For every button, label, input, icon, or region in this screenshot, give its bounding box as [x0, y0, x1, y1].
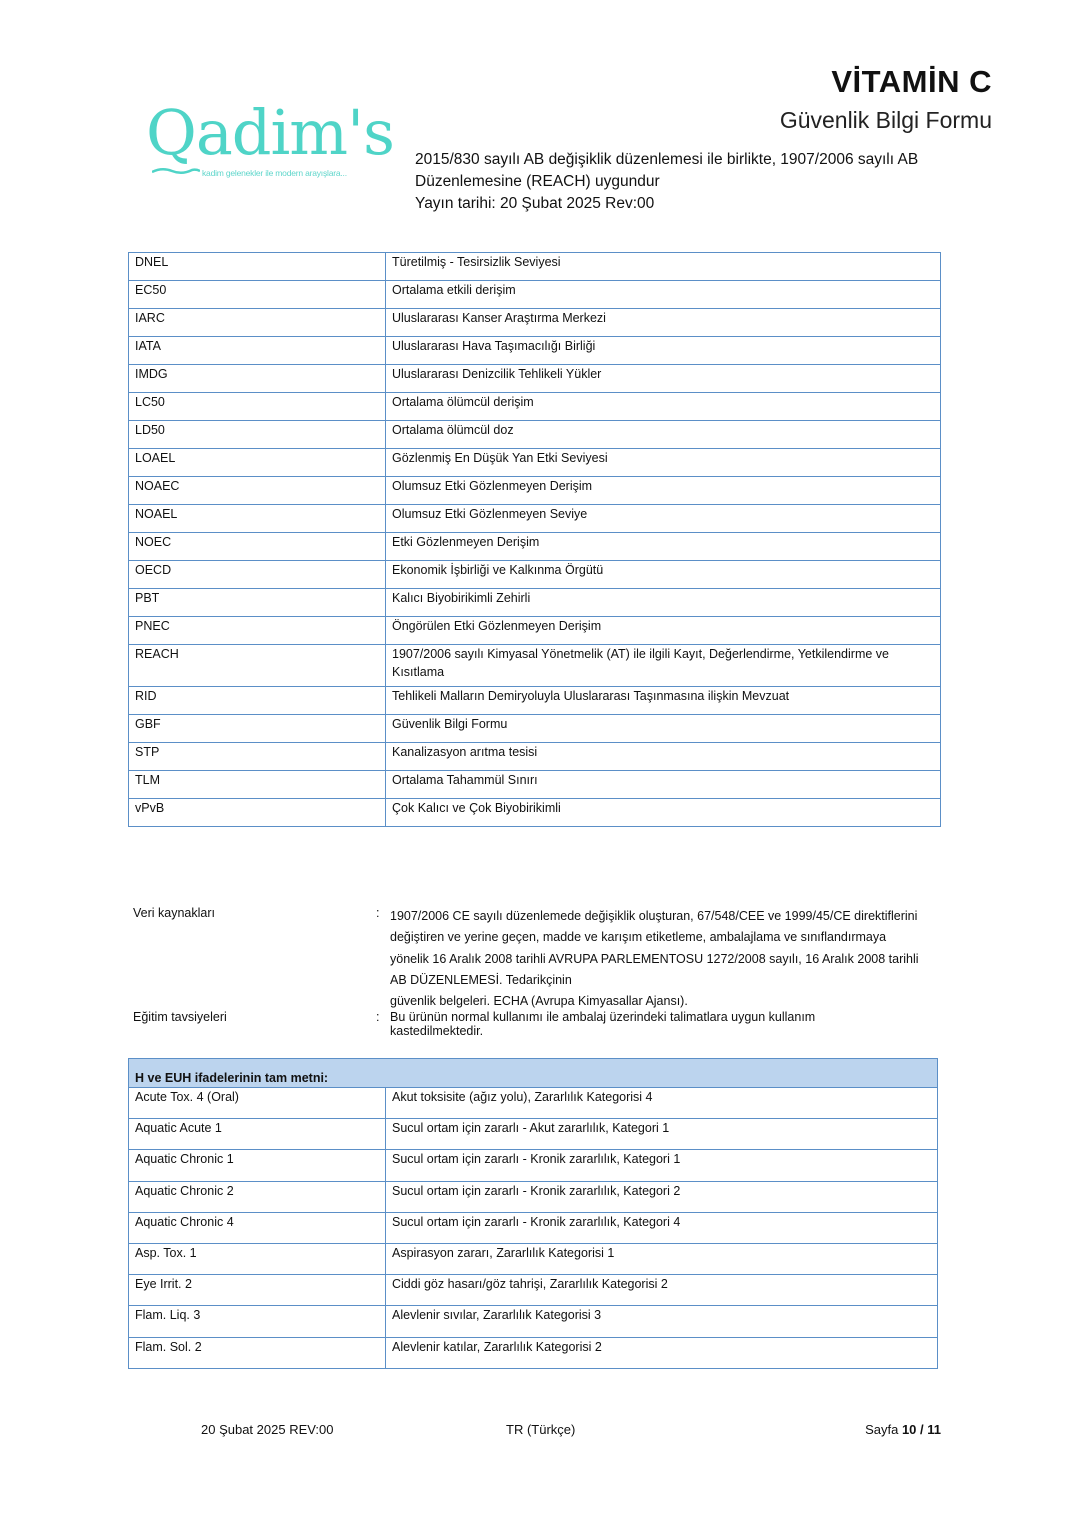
table-row [129, 1150, 938, 1181]
hazard-text-cell: Alevlenir sıvılar, Zararlılık Kategorisi 3 [386, 1306, 938, 1337]
hazard-code-cell: Asp. Tox. 1 [129, 1243, 386, 1274]
table-row [129, 281, 941, 309]
table-row [129, 1306, 938, 1337]
meaning-cell: Kalıcı Biyobirikimli Zehirli [386, 589, 941, 617]
abbr-cell: REACH [129, 645, 386, 687]
table-row [129, 533, 941, 561]
table-row [129, 505, 941, 533]
meaning-cell: Olumsuz Etki Gözlenmeyen Derişim [386, 477, 941, 505]
data-sources-text [390, 906, 935, 1012]
regulation-line-2: Düzenlemesine (REACH) uygundur [415, 173, 660, 190]
abbr-cell: NOEC [129, 533, 386, 561]
abbr-cell: PNEC [129, 617, 386, 645]
hazard-text-cell: Aspirasyon zararı, Zararlılık Kategorisi 1 [386, 1243, 938, 1274]
abbr-cell: NOAEL [129, 505, 386, 533]
table-row [129, 561, 941, 589]
hazard-text-cell: Sucul ortam için zararlı - Kronik zararlılık, Kategori 2 [386, 1181, 938, 1212]
meaning-cell: Ortalama Tahammül Sınırı [386, 771, 941, 799]
training-label: Eğitim tavsiyeleri [133, 1010, 227, 1024]
abbr-cell: LD50 [129, 421, 386, 449]
company-logo [146, 96, 394, 184]
abbr-cell: IMDG [129, 365, 386, 393]
text-line: değiştiren ve yerine geçen, madde ve karışım etiketleme, ambalajlama ve sınıflandırmaya [390, 930, 887, 945]
footer-date-revision: 20 Şubat 2025 REV:00 [201, 1422, 334, 1437]
table-row [129, 365, 941, 393]
table-row [129, 1337, 938, 1368]
table-row [129, 1119, 938, 1150]
hazard-text-cell: Sucul ortam için zararlı - Akut zararlılık, Kategori 1 [386, 1119, 938, 1150]
publish-date-line: Yayın tarihi: 20 Şubat 2025 Rev:00 [415, 195, 655, 212]
table-row [129, 589, 941, 617]
abbr-cell: EC50 [129, 281, 386, 309]
text-line: yönelik 16 Aralık 2008 tarihli AVRUPA PARLEMENTOSU 1272/2008 sayılı, 16 Aralık 2008 tarihli [390, 951, 919, 966]
logo-wordmark: Qadim's [146, 96, 394, 169]
abbr-cell: PBT [129, 589, 386, 617]
meaning-cell: Uluslararası Hava Taşımacılığı Birliği [386, 337, 941, 365]
hazard-statements-table [128, 1058, 938, 1369]
table-row [129, 1243, 938, 1274]
meaning-cell: Çok Kalıcı ve Çok Biyobirikimli [386, 799, 941, 827]
table-row [129, 1212, 938, 1243]
abbr-cell: GBF [129, 715, 386, 743]
hazard-code-cell: Aquatic Chronic 4 [129, 1212, 386, 1243]
page-prefix: Sayfa [865, 1422, 899, 1437]
table-row [129, 617, 941, 645]
abbr-cell: OECD [129, 561, 386, 589]
page-total: 11 [927, 1422, 941, 1437]
product-title: VİTAMİN C [831, 64, 992, 99]
table-row [129, 309, 941, 337]
separator-colon: : [376, 906, 380, 920]
table-row [129, 715, 941, 743]
table-row [129, 393, 941, 421]
hazard-text-cell: Sucul ortam için zararlı - Kronik zararlılık, Kategori 4 [386, 1212, 938, 1243]
abbr-cell: IARC [129, 309, 386, 337]
text-line: Bu ürünün normal kullanımı ile ambalaj üzerindeki talimatlara uygun kullanım [390, 1010, 816, 1024]
table-header: H ve EUH ifadelerinin tam metni: [129, 1059, 938, 1088]
abbr-cell: TLM [129, 771, 386, 799]
footer-page-number [865, 1422, 941, 1437]
abbr-cell: LOAEL [129, 449, 386, 477]
abbr-cell: RID [129, 687, 386, 715]
page-current: 10 [901, 1422, 917, 1437]
text-line: güvenlik belgeleri. ECHA (Avrupa Kimyasallar Ajansı). [390, 994, 688, 1009]
table-row [129, 687, 941, 715]
table-row [129, 799, 941, 827]
meaning-cell: Güvenlik Bilgi Formu [386, 715, 941, 743]
table-row [129, 477, 941, 505]
separator-colon: : [376, 1010, 380, 1024]
text-line: AB DÜZENLEMESİ. Tedarikçinin [390, 972, 572, 987]
table-row [129, 743, 941, 771]
hazard-code-cell: Aquatic Chronic 1 [129, 1150, 386, 1181]
meaning-cell: Ekonomik İşbirliği ve Kalkınma Örgütü [386, 561, 941, 589]
training-text [390, 1010, 935, 1038]
logo-wave-icon [152, 166, 200, 176]
hazard-code-cell: Flam. Liq. 3 [129, 1306, 386, 1337]
hazard-text-cell: Sucul ortam için zararlı - Kronik zararlılık, Kategori 1 [386, 1150, 938, 1181]
meaning-cell: Tehlikeli Malların Demiryoluyla Uluslararası Taşınmasına ilişkin Mevzuat [386, 687, 941, 715]
abbr-cell: LC50 [129, 393, 386, 421]
abbr-cell: NOAEC [129, 477, 386, 505]
abbr-cell: DNEL [129, 253, 386, 281]
table-row [129, 1088, 938, 1119]
meaning-cell: Olumsuz Etki Gözlenmeyen Seviye [386, 505, 941, 533]
regulation-info [415, 149, 918, 215]
text-line: 1907/2006 CE sayılı düzenlemede değişiklik oluşturan, 67/548/CEE ve 1999/45/CE direktiflerini [390, 909, 918, 923]
page-separator: / [916, 1422, 928, 1437]
abbreviations-table [128, 252, 941, 827]
hazard-code-cell: Flam. Sol. 2 [129, 1337, 386, 1368]
regulation-line-1: 2015/830 sayılı AB değişiklik düzenlemesi ile birlikte, 1907/2006 sayılı AB [415, 151, 919, 168]
table-row [129, 645, 941, 687]
hazard-text-cell: Akut toksisite (ağız yolu), Zararlılık Kategorisi 4 [386, 1088, 938, 1119]
table-header-row [129, 1059, 938, 1088]
table-row [129, 253, 941, 281]
meaning-cell: Öngörülen Etki Gözlenmeyen Derişim [386, 617, 941, 645]
hazard-text-cell: Alevlenir katılar, Zararlılık Kategorisi 2 [386, 1337, 938, 1368]
meaning-cell: Ortalama ölümcül doz [386, 421, 941, 449]
meaning-cell: 1907/2006 sayılı Kimyasal Yönetmelik (AT) ile ilgili Kayıt, Değerlendirme, Yetkilendirme ve Kısıtlama [386, 645, 941, 687]
table-row [129, 449, 941, 477]
meaning-cell: Ortalama ölümcül derişim [386, 393, 941, 421]
hazard-code-cell: Aquatic Acute 1 [129, 1119, 386, 1150]
abbr-cell: vPvB [129, 799, 386, 827]
document-subtitle: Güvenlik Bilgi Formu [779, 107, 992, 133]
footer-language: TR (Türkçe) [506, 1422, 576, 1437]
hazard-text-cell: Ciddi göz hasarı/göz tahrişi, Zararlılık Kategorisi 2 [386, 1275, 938, 1306]
table-row [129, 1275, 938, 1306]
abbr-cell: STP [129, 743, 386, 771]
hazard-code-cell: Aquatic Chronic 2 [129, 1181, 386, 1212]
meaning-cell: Etki Gözlenmeyen Derişim [386, 533, 941, 561]
table-row [129, 771, 941, 799]
meaning-cell: Gözlenmiş En Düşük Yan Etki Seviyesi [386, 449, 941, 477]
meaning-cell: Uluslararası Denizcilik Tehlikeli Yükler [386, 365, 941, 393]
table-row [129, 337, 941, 365]
logo-tagline: kadim gelenekler ile modern arayışlara... [202, 168, 347, 178]
text-line: kastedilmektedir. [390, 1024, 484, 1038]
table-row [129, 421, 941, 449]
abbr-cell: IATA [129, 337, 386, 365]
table-row [129, 1181, 938, 1212]
meaning-cell: Türetilmiş - Tesirsizlik Seviyesi [386, 253, 941, 281]
hazard-code-cell: Eye Irrit. 2 [129, 1275, 386, 1306]
meaning-cell: Ortalama etkili derişim [386, 281, 941, 309]
data-sources-label: Veri kaynakları [133, 906, 215, 920]
meaning-cell: Kanalizasyon arıtma tesisi [386, 743, 941, 771]
hazard-code-cell: Acute Tox. 4 (Oral) [129, 1088, 386, 1119]
meaning-cell: Uluslararası Kanser Araştırma Merkezi [386, 309, 941, 337]
